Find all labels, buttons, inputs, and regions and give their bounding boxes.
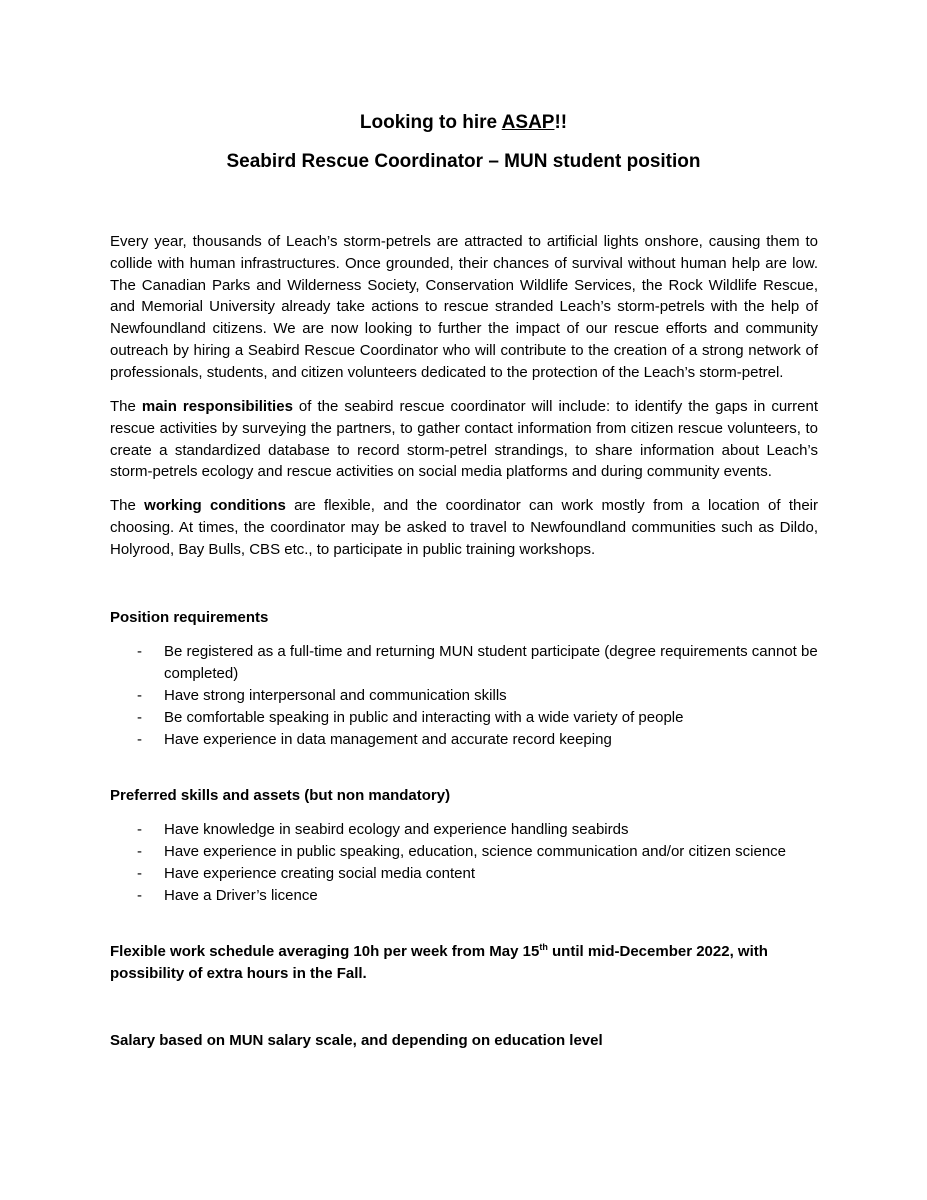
- dash-bullet: -: [137, 865, 142, 882]
- list-item: [110, 707, 820, 729]
- dash-bullet: -: [137, 643, 142, 660]
- list-item-text: Have a Driver’s licence: [164, 887, 318, 904]
- responsibilities-text: of the seabird rescue coordinator will include: to identify the gaps in current rescue activities by surveying the partners, to gather contact information from citizen rescue volunteers, to create a standardized database to record storm-petrel strandings, to share information about Leach’s storm-petrels ecology and rescue activities on social media platforms and during community events.: [110, 398, 818, 481]
- responsibilities-lead: The: [110, 398, 142, 415]
- dash-bullet: -: [137, 709, 142, 726]
- schedule-superscript: th: [539, 942, 548, 952]
- requirements-heading: Position requirements: [110, 609, 269, 626]
- list-item: [110, 641, 820, 685]
- list-item-text: Be registered as a full-time and returning MUN student participate (degree requirements cannot be completed): [164, 643, 818, 682]
- conditions-bold: working conditions: [144, 497, 286, 514]
- conditions-text: are flexible, and the coordinator can work mostly from a location of their choosing. At times, the coordinator may be asked to travel to Newfoundland communities such as Dildo, Holyrood, Bay Bulls, CBS etc., to participate in public training workshops.: [110, 497, 818, 558]
- list-item-text: Have knowledge in seabird ecology and experience handling seabirds: [164, 821, 629, 838]
- dash-bullet: -: [137, 731, 142, 748]
- list-item: [110, 885, 820, 907]
- list-item-text: Have strong interpersonal and communication skills: [164, 687, 507, 704]
- responsibilities-paragraph: [110, 396, 818, 483]
- page-subtitle: Seabird Rescue Coordinator – MUN student position: [226, 151, 701, 172]
- dash-bullet: -: [137, 887, 142, 904]
- title-prefix: Looking to hire: [359, 112, 502, 133]
- list-item-text: Have experience creating social media content: [164, 865, 476, 882]
- list-item-text: Have experience in data management and accurate record keeping: [164, 731, 612, 748]
- dash-bullet: -: [137, 821, 142, 838]
- title-suffix: !!: [554, 112, 568, 133]
- list-item: [110, 819, 820, 841]
- preferred-heading: Preferred skills and assets (but non mandatory): [110, 787, 451, 804]
- list-item: [110, 729, 820, 751]
- schedule-text-continued: until mid-December 2022, with possibility of extra hours in the Fall.: [110, 943, 768, 982]
- responsibilities-bold: main responsibilities: [141, 398, 293, 415]
- dash-bullet: -: [137, 843, 142, 860]
- list-item: [110, 863, 820, 885]
- conditions-lead: The: [110, 497, 145, 514]
- schedule-text: Flexible work schedule averaging 10h per week from May 15: [110, 943, 540, 960]
- dash-bullet: -: [137, 687, 142, 704]
- list-item: [110, 685, 820, 707]
- title-emphasis: ASAP: [501, 112, 555, 133]
- list-item: [110, 841, 820, 863]
- intro-paragraph: Every year, thousands of Leach’s storm-petrels are attracted to artificial lights onshore, causing them to collide with human infrastructures. Once grounded, their chances of survival without human help are low. The Canadian Parks and Wilderness Society, Conservation Wildlife Services, the Rock Wildlife Rescue, and Memorial University already take actions to rescue stranded Leach’s storm-petrels with the help of Newfoundland citizens. We are now looking to further the impact of our rescue efforts and community outreach by hiring a Seabird Rescue Coordinator who will contribute to the creation of a strong network of professionals, students, and citizen volunteers dedicated to the protection of the Leach’s storm-petrel.: [110, 233, 818, 381]
- salary-paragraph: Salary based on MUN salary scale, and depending on education level: [110, 1032, 603, 1049]
- page-title: [0, 111, 927, 135]
- requirements-list: [110, 641, 820, 751]
- preferred-list: [110, 819, 820, 907]
- conditions-paragraph: [110, 495, 818, 560]
- list-item-text: Have experience in public speaking, education, science communication and/or citizen science: [164, 843, 787, 860]
- list-item-text: Be comfortable speaking in public and interacting with a wide variety of people: [164, 709, 684, 726]
- schedule-paragraph: [110, 941, 820, 985]
